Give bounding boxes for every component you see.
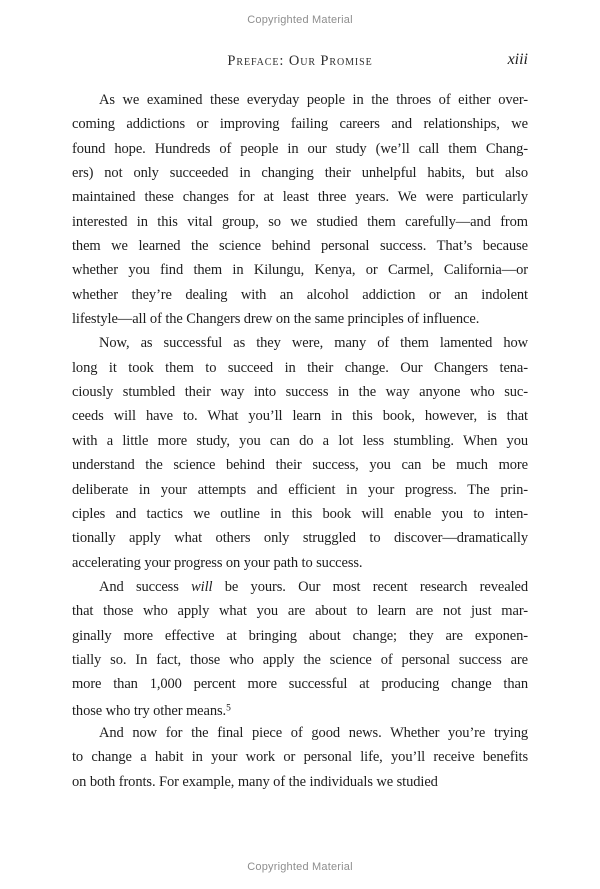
- body-line: [72, 331, 528, 355]
- body-line: [72, 648, 528, 672]
- text-segment: tially so. In fact, those who apply the science of personal success are: [72, 651, 528, 668]
- body-line: [72, 672, 528, 696]
- text-segment: more than 1,000 percent more successful at producing change than: [72, 676, 528, 693]
- page-number: xiii: [507, 51, 528, 68]
- running-header: [72, 53, 528, 73]
- body-line-text: [72, 433, 528, 449]
- text-segment: that those who apply what you are about to learn are not just mar-: [72, 603, 528, 620]
- body-line: [72, 624, 528, 648]
- page-body: [72, 88, 528, 794]
- body-line-text: [72, 214, 528, 230]
- body-line: [72, 380, 528, 404]
- text-segment: long it took them to succeed in their change. Our Changers tena-: [72, 359, 528, 376]
- copyright-notice-top: Copyrighted Material: [247, 14, 353, 26]
- body-line-text: [72, 384, 528, 400]
- body-line: [72, 697, 528, 721]
- body-paragraph: [72, 575, 528, 721]
- body-line-text: [72, 238, 528, 254]
- body-line-text: [72, 287, 528, 303]
- body-line: [72, 210, 528, 234]
- body-line-text: [72, 628, 528, 644]
- body-line-text: [72, 311, 479, 327]
- body-line: [72, 137, 528, 161]
- body-line-text: [72, 360, 528, 376]
- body-line-text: [72, 530, 528, 546]
- body-line-text: [99, 92, 528, 108]
- text-segment: ciples and tactics we outline in this book will enable you to inten-: [72, 505, 528, 522]
- text-segment: maintained these changes for at least three years. We were particularly: [72, 189, 528, 206]
- body-line: [72, 478, 528, 502]
- text-segment: tionally apply what others only struggled to discover—dramatically: [72, 530, 528, 547]
- body-line-text: [99, 335, 528, 351]
- footnote-reference: 5: [226, 703, 231, 714]
- text-segment: whether they’re dealing with an alcohol addiction or an indolent: [72, 286, 528, 303]
- body-line: [72, 599, 528, 623]
- text-segment: whether you find them in Kilungu, Kenya, or Carmel, California—or: [72, 262, 528, 279]
- body-line-text: [99, 579, 528, 595]
- page-title: Preface: Our Promise: [227, 53, 373, 69]
- body-line-text: [72, 603, 528, 619]
- body-line-text: [72, 189, 528, 205]
- body-line: [72, 429, 528, 453]
- body-line: [72, 404, 528, 428]
- body-line: [72, 575, 528, 599]
- body-line-text: [72, 652, 528, 668]
- body-line-text: [72, 555, 362, 571]
- body-line: [72, 453, 528, 477]
- body-line: [72, 356, 528, 380]
- copyright-notice-bottom: Copyrighted Material: [247, 861, 353, 873]
- body-line: [72, 112, 528, 136]
- body-paragraph: [72, 721, 528, 794]
- body-line-text: [72, 141, 528, 157]
- body-line: [72, 551, 528, 575]
- body-line-text: [72, 457, 528, 473]
- body-line-text: [72, 262, 528, 278]
- text-segment: As we examined these everyday people in the throes of either over-: [99, 92, 528, 108]
- body-line: [72, 258, 528, 282]
- text-segment: accelerating your progress on your path to success.: [72, 554, 363, 571]
- text-segment: ciously stumbled their way into success in the way anyone who suc-: [72, 384, 528, 401]
- text-segment: with a little more study, you can do a lot less stumbling. When you: [72, 432, 528, 449]
- body-line-text: [72, 749, 528, 765]
- body-paragraph: [72, 88, 528, 331]
- text-segment: ceeds will have to. What you’ll learn in this book, however, is that: [72, 408, 528, 425]
- body-paragraph: [72, 331, 528, 574]
- body-line-text: [72, 116, 528, 132]
- body-line-text: [72, 408, 528, 424]
- text-segment: interested in this vital group, so we studied them carefully—and from: [72, 213, 528, 230]
- body-line: [72, 526, 528, 550]
- body-line: [72, 307, 528, 331]
- text-segment: Now, as successful as they were, many of them lamented how: [99, 335, 528, 352]
- body-line: [72, 283, 528, 307]
- text-segment: ginally more effective at bringing about change; they are exponen-: [72, 627, 528, 644]
- text-segment: to change a habit in your work or personal life, you’ll receive benefits: [72, 749, 528, 766]
- emphasis-text: will: [191, 578, 213, 595]
- text-segment: be yours. Our most recent research revealed: [212, 578, 528, 595]
- text-segment: understand the science behind their success, you can be much more: [72, 457, 528, 474]
- body-line-text: [72, 482, 528, 498]
- body-line: [72, 161, 528, 185]
- text-segment: And success: [99, 578, 192, 595]
- body-line: [72, 234, 528, 258]
- text-segment: coming addictions or improving failing careers and relationships, we: [72, 116, 528, 133]
- body-line: [72, 502, 528, 526]
- body-line: [72, 185, 528, 209]
- text-segment: those who try other means.: [72, 703, 227, 720]
- body-line: [72, 745, 528, 769]
- body-line-text: [99, 725, 528, 741]
- text-segment: And now for the final piece of good news. Whether you’re trying: [99, 724, 528, 741]
- text-segment: on both fronts. For example, many of the individuals we studied: [72, 773, 438, 790]
- body-line-text: [72, 774, 438, 790]
- text-segment: found hope. Hundreds of people in our study (we’ll call them Chang-: [72, 140, 528, 157]
- body-line: [72, 721, 528, 745]
- body-line-text: [72, 676, 528, 692]
- body-line: [72, 770, 528, 794]
- body-line-text: [72, 165, 528, 181]
- body-line: [72, 88, 528, 112]
- text-segment: them we learned the science behind personal success. That’s because: [72, 238, 528, 255]
- body-line-text: [72, 703, 231, 719]
- body-line-text: [72, 506, 528, 522]
- text-segment: deliberate in your attempts and efficient in your progress. The prin-: [72, 481, 528, 498]
- text-segment: ers) not only succeeded in changing their unhelpful habits, but also: [72, 165, 528, 182]
- text-segment: lifestyle—all of the Changers drew on the same principles of influence.: [72, 311, 480, 328]
